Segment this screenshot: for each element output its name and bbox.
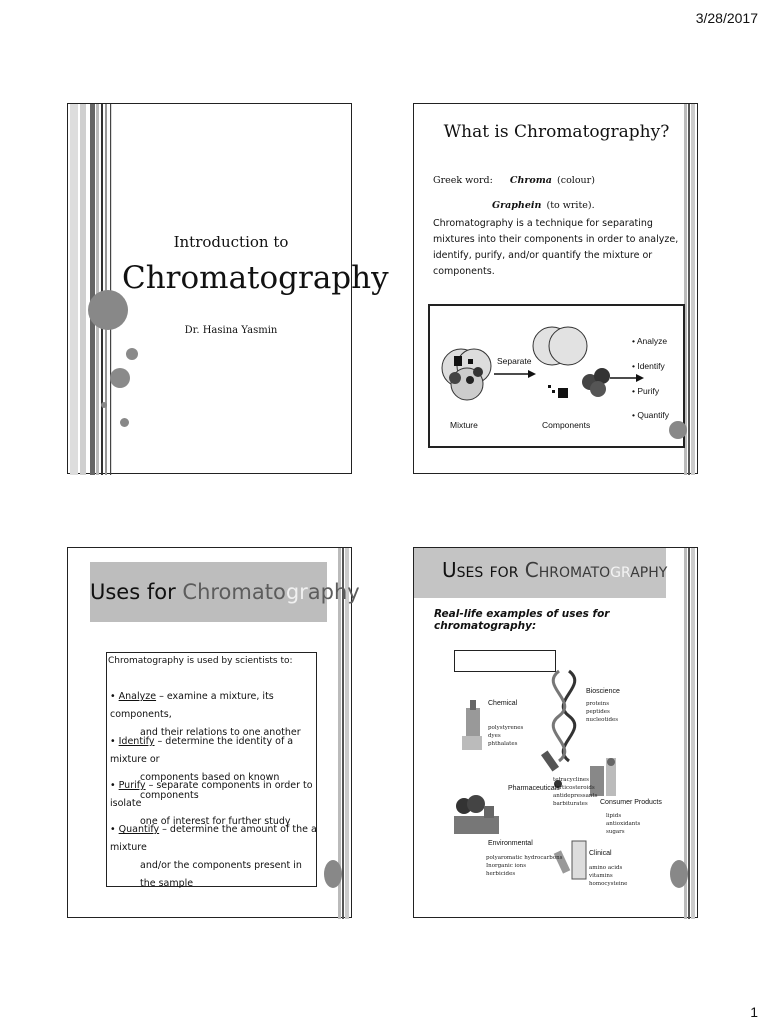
- use-desc-cont: one of interest for further study: [140, 816, 291, 827]
- title-part: Uses for: [442, 558, 525, 582]
- greek-word-chroma-meaning: (colour): [557, 175, 595, 186]
- clinical-item: amino acids: [589, 865, 623, 871]
- environmental-item: Inorganic ions: [486, 863, 527, 869]
- category-pharmaceuticals: Pharmaceuticals: [508, 785, 560, 792]
- greek-word-graphein-meaning: (to write).: [546, 200, 595, 211]
- pharmaceuticals-items: [553, 776, 597, 808]
- chemical-items: [488, 724, 523, 748]
- use-term: Identify: [118, 736, 155, 747]
- use-desc: – examine a mixture, its components,: [110, 691, 274, 720]
- use-item: • Purify – separate components in order to isolate one of interest for further study: [110, 777, 320, 831]
- slide-title: [442, 558, 667, 582]
- use-item: • Identify – determine the identity of a mixture or components based on known components: [110, 733, 320, 805]
- clinical-item: homocysteine: [589, 881, 628, 887]
- category-consumer-products: Consumer Products: [600, 799, 662, 806]
- decorative-circle: [324, 860, 342, 888]
- right-stripe-decoration: [683, 548, 697, 917]
- use-item: • Quantify – determine the amount of the a mixture and/or the components present in the sample: [110, 821, 320, 893]
- use-desc: – determine the amount of the a mixture: [110, 824, 317, 853]
- chemical-item: polystyrenes: [488, 725, 524, 731]
- outcome-identify: • Identify: [632, 361, 665, 371]
- bioscience-item: peptides: [586, 709, 610, 715]
- use-term: Quantify: [118, 824, 160, 835]
- title-part: Uses for: [90, 580, 183, 604]
- clinical-items: [589, 864, 627, 888]
- greek-word-chroma: Chroma: [509, 175, 552, 186]
- title-part: Chromato: [524, 558, 611, 582]
- decorative-circle: [120, 418, 129, 427]
- category-clinical: Clinical: [589, 850, 612, 857]
- chemical-item: phthalates: [488, 741, 518, 747]
- bioscience-items: [586, 700, 618, 724]
- environmental-items: [486, 854, 563, 878]
- greek-word-line-2: [492, 193, 595, 212]
- slide-subtitle: Real-life examples of uses for chromatography:: [434, 608, 610, 632]
- title-part: gr: [610, 558, 631, 582]
- category-chemical: Chemical: [488, 700, 518, 707]
- left-stripe-decoration: [68, 104, 124, 473]
- consumer-item: antioxidants: [606, 821, 641, 827]
- title-part: Chromato: [182, 580, 286, 604]
- pharmaceuticals-item: tetracyclines: [553, 777, 589, 783]
- slide-3: [67, 547, 360, 918]
- mixture-label: Mixture: [450, 420, 478, 430]
- pharmaceuticals-item: barbiturates: [553, 801, 588, 807]
- use-desc: – separate components in order to isolate: [110, 780, 313, 809]
- title-part: gr: [285, 580, 308, 604]
- use-desc-cont: and their relations to one another: [140, 727, 301, 738]
- decorative-circle: [670, 860, 688, 888]
- consumer-item: sugars: [606, 829, 625, 835]
- stripe-graphic: [68, 104, 124, 475]
- consumer-items: [606, 812, 640, 836]
- decorative-circle: [88, 290, 128, 330]
- decorative-circle: [101, 402, 107, 408]
- outcome-quantify: • Quantify: [632, 410, 669, 420]
- slide-title: [90, 562, 360, 622]
- environmental-item: polyaromatic hydrocarbons: [486, 855, 563, 861]
- title-part: aphy: [307, 580, 360, 604]
- chemical-item: dyes: [488, 733, 501, 739]
- clinical-item: vitamins: [589, 873, 613, 879]
- category-environmental: Environmental: [488, 840, 533, 847]
- bioscience-item: nucleotides: [586, 717, 619, 723]
- definition-text: Chromatography is a technique for separating mixtures into their components in order to analyze, identify, purify, and/or quantify the mixture or components.: [433, 218, 679, 277]
- separation-diagram: [428, 304, 685, 448]
- greek-word-graphein: Graphein: [492, 200, 542, 211]
- decorative-circle: [126, 348, 138, 360]
- separate-label: Separate: [497, 356, 532, 366]
- pharmaceuticals-item: antidepressants: [553, 793, 598, 799]
- use-desc-cont: and/or the components present in the sample: [140, 860, 302, 889]
- greek-word-line: [433, 168, 595, 187]
- greek-label: Greek word:: [433, 175, 493, 186]
- print-date: 3/28/2017: [695, 10, 758, 26]
- slide-subtitle: Introduction to: [173, 233, 289, 251]
- slide-1: [67, 103, 389, 474]
- title-part: aphy: [630, 558, 668, 582]
- category-bioscience: Bioscience: [586, 688, 620, 695]
- use-term: Purify: [118, 780, 146, 791]
- components-label: Components: [542, 420, 591, 430]
- uses-intro: Chromatography is used by scientists to:: [108, 656, 293, 666]
- slide-title: Chromatography: [122, 260, 389, 296]
- use-term: Analyze: [118, 691, 157, 702]
- stripe-graphic: [683, 104, 697, 475]
- use-desc: – determine the identity of a mixture or: [110, 736, 294, 765]
- use-item: • Analyze – examine a mixture, its components, and their relations to one another: [110, 688, 320, 742]
- right-stripe-decoration: [683, 104, 697, 473]
- use-desc-cont: components based on known components: [140, 772, 280, 801]
- page-number: 1: [750, 1004, 758, 1020]
- slide-4: [413, 547, 698, 918]
- author-name: Dr. Hasina Yasmin: [184, 325, 278, 336]
- decorative-circle: [110, 368, 130, 388]
- pharmaceuticals-item: corticosteroids: [553, 785, 595, 791]
- outcome-analyze: • Analyze: [632, 336, 668, 346]
- slide-2: [413, 103, 698, 474]
- outcome-purify: • Purify: [632, 386, 660, 396]
- environmental-item: herbicides: [486, 871, 516, 877]
- bioscience-item: proteins: [586, 701, 610, 707]
- consumer-item: lipids: [606, 813, 622, 819]
- slide-title: What is Chromatography?: [443, 122, 670, 142]
